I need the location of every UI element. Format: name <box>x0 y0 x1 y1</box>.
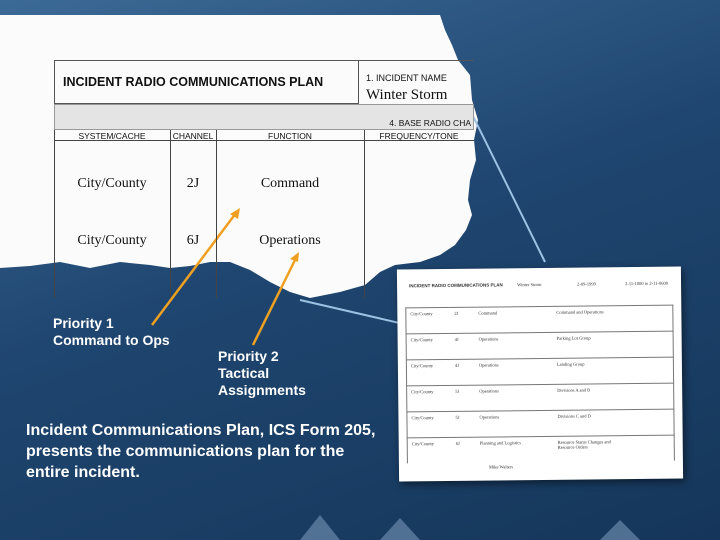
thumb-incident: Winter Storm <box>517 281 542 288</box>
row2-system: City/County <box>77 233 147 248</box>
callout-priority-2-text: Priority 2 Tactical Assignments <box>218 348 306 398</box>
base-radio-band <box>54 104 474 130</box>
thumb-function: Operations <box>479 414 500 420</box>
thumb-channel: 5J <box>455 388 460 394</box>
thumb-date: 2-09-1999 <box>577 281 596 287</box>
thumb-row <box>406 409 674 438</box>
row1-channel: 2J <box>186 176 200 191</box>
callout-priority-1 <box>53 315 170 349</box>
row1-function: Command <box>260 176 320 191</box>
thumb-function: Operations <box>478 362 499 368</box>
thumb-system: City/County <box>411 415 434 421</box>
row2-function: Operations <box>259 233 321 248</box>
thumb-channel: 5J <box>455 414 460 420</box>
thumb-assignment: Resource Status Changes and Resource Orders <box>557 439 611 450</box>
thumb-channel: 2J <box>454 310 459 316</box>
header-function: FUNCTION <box>268 131 312 141</box>
row1-system: City/County <box>77 176 147 191</box>
col-divider <box>364 130 365 298</box>
form-title: INCIDENT RADIO COMMUNICATIONS PLAN <box>54 60 359 104</box>
thumb-assignment: Landing Group <box>556 361 585 367</box>
thumb-row <box>407 435 675 464</box>
thumb-function: Operations <box>479 388 499 394</box>
callout-priority-1-text: Priority 1 Command to Ops <box>53 315 170 348</box>
thumb-row <box>406 357 674 386</box>
thumb-assignment: Divisions C and D <box>557 413 591 419</box>
thumb-function: Operations <box>478 336 499 342</box>
thumb-row <box>406 331 674 360</box>
thumb-function: Planning and Logistics <box>479 440 521 446</box>
thumb-period: 2-11-1800 to 2-11-0600 <box>625 280 669 287</box>
thumb-row <box>406 383 674 412</box>
torn-paper <box>0 15 478 298</box>
base-radio-label: 4. BASE RADIO CHA <box>389 118 471 128</box>
header-channel: CHANNEL <box>172 131 214 141</box>
thumb-row <box>405 305 673 334</box>
col-divider <box>54 130 55 298</box>
callout-priority-2 <box>218 348 306 399</box>
row2-channel: 6J <box>186 233 200 248</box>
thumb-title: INCIDENT RADIO COMMUNICATIONS PLAN <box>409 282 503 289</box>
thumb-channel: 6J <box>455 440 460 446</box>
thumb-channel: 4J <box>454 336 459 342</box>
header-frequency: FREQUENCY/TONE <box>379 131 459 141</box>
form-thumbnail <box>397 267 683 482</box>
thumb-assignment: Parking Lot Group <box>556 335 591 341</box>
thumb-system: City/County <box>411 389 434 395</box>
thumb-system: City/County <box>411 441 435 447</box>
incident-name-box <box>359 60 474 104</box>
thumb-system: City/County <box>410 337 433 343</box>
incident-name-label: 1. INCIDENT NAME <box>366 73 447 83</box>
thumb-system: City/County <box>410 311 433 317</box>
slide-caption: Incident Communications Plan, ICS Form 205, presents the communications plan for the entire incident. <box>26 422 376 481</box>
thumb-system: City/County <box>410 363 434 369</box>
zoom-line-top <box>470 110 545 262</box>
incident-name-value: Winter Storm <box>366 87 448 103</box>
header-system: SYSTEM/CACHE <box>78 131 146 141</box>
col-divider <box>170 130 171 298</box>
thumb-channel: 4J <box>454 362 459 368</box>
col-divider <box>216 130 217 298</box>
thumb-function: Command <box>478 310 498 316</box>
stars-decoration <box>300 515 640 540</box>
thumb-prepared-by: Mike Walters <box>488 464 514 470</box>
thumb-assignment: Command and Operations <box>556 309 604 315</box>
thumb-assignment: Divisions A and B <box>557 387 591 393</box>
